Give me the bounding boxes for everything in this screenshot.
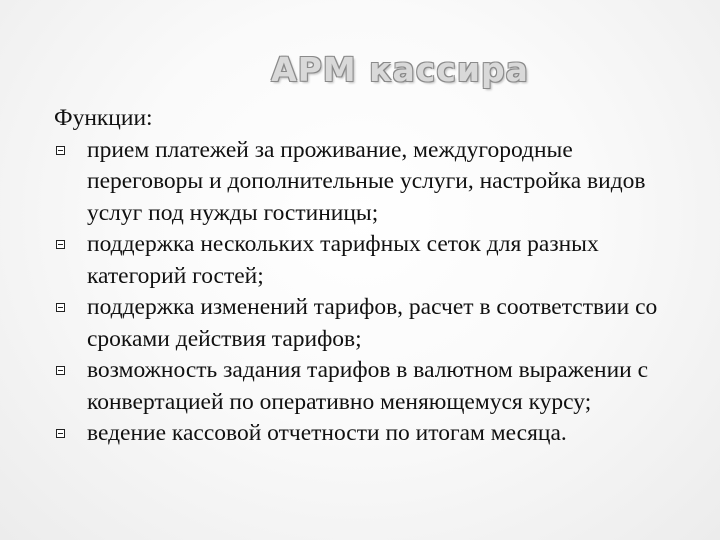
slide-content bbox=[54, 103, 694, 450]
functions-heading: Функции: bbox=[54, 105, 153, 131]
list-item bbox=[54, 355, 694, 418]
square-bullet-icon bbox=[56, 146, 65, 155]
list-item bbox=[54, 418, 694, 450]
square-bullet-icon bbox=[56, 303, 65, 312]
list-item-text: прием платежей за проживание, междугородные переговоры и дополнительные услуги, настройка видов услуг под нужды гостиницы; bbox=[87, 136, 646, 226]
list-item bbox=[54, 229, 694, 292]
list-item bbox=[54, 292, 694, 355]
list-item-text: возможность задания тарифов в валютном выражении с конвертацией по оперативно меняющемуся курсу; bbox=[87, 357, 649, 415]
slide-title: АРМ кассира bbox=[271, 50, 529, 89]
functions-list bbox=[54, 135, 694, 450]
square-bullet-icon bbox=[56, 366, 65, 375]
square-bullet-icon bbox=[56, 240, 65, 249]
list-item-text: ведение кассовой отчетности по итогам месяца. bbox=[87, 420, 567, 446]
square-bullet-icon bbox=[56, 429, 65, 438]
list-item-text: поддержка нескольких тарифных сеток для разных категорий гостей; bbox=[87, 231, 599, 289]
list-item bbox=[54, 135, 694, 230]
list-item-text: поддержка изменений тарифов, расчет в соответствии со сроками действия тарифов; bbox=[87, 294, 658, 352]
